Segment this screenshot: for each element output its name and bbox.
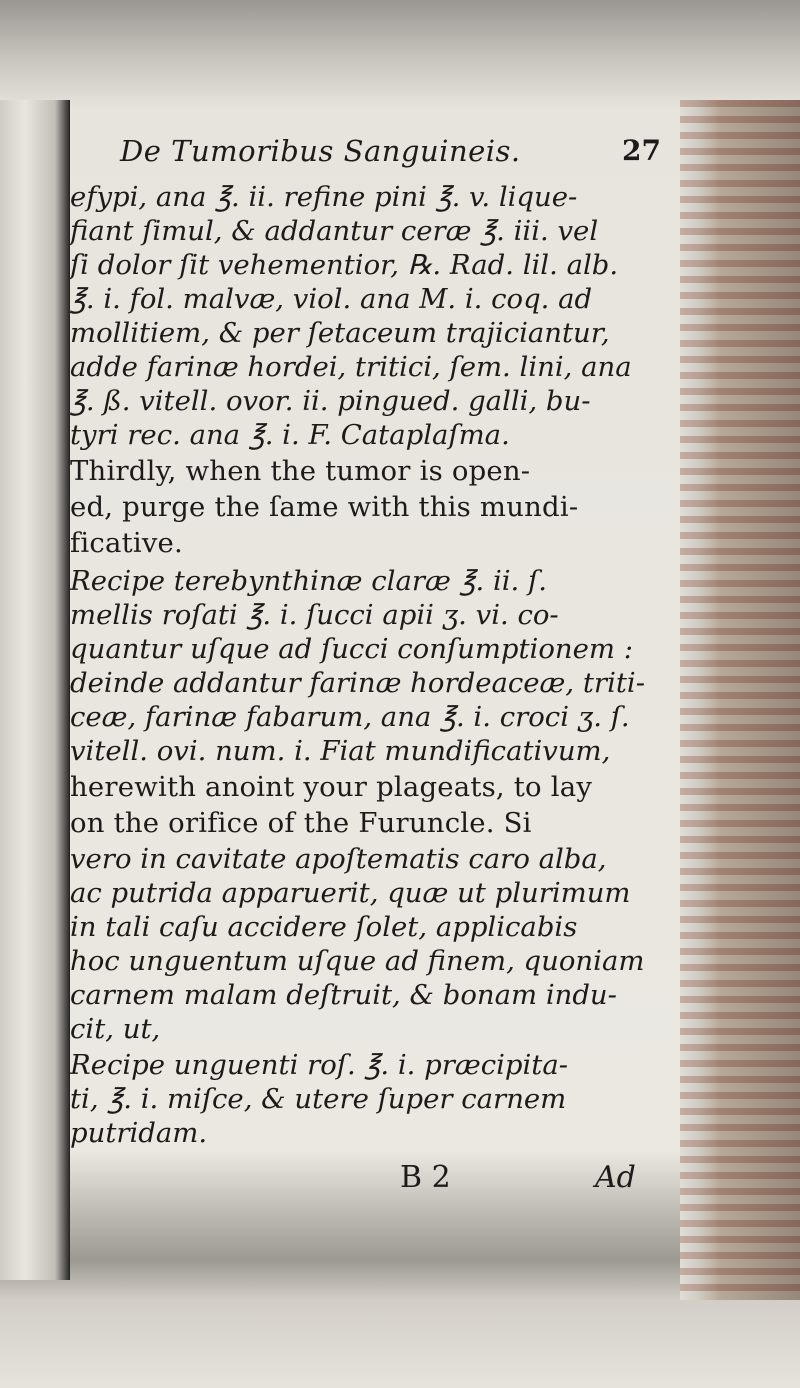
text-line: vitell. ovi. num. i. Fiat mundificativum, — [70, 735, 611, 767]
text-line: Recipe terebynthinæ claræ ℥. ii. ſ. — [70, 565, 547, 597]
text-line: ed, purge the ſame with this mundi- — [70, 491, 579, 523]
text-line: in tali caſu accidere ſolet, applicabis — [70, 911, 578, 943]
text-line: mollitiem, & per ſetaceum trajiciantur, — [70, 317, 610, 349]
text-line: ac putrida apparuerit, quæ ut plurimum — [70, 877, 631, 909]
text-line: ficative. — [70, 527, 183, 559]
running-head: De Tumoribus Sanguineis. — [120, 134, 521, 168]
text-line: putridam. — [70, 1117, 208, 1149]
text-line: ℥. i. fol. malvæ, viol. ana M. i. coq. ad — [70, 283, 593, 315]
facing-page-edge — [680, 100, 800, 1300]
text-line: adde farinæ hordei, tritici, ſem. lini, ana — [70, 351, 632, 383]
text-line: Thirdly, when the tumor is open- — [70, 455, 531, 487]
text-line: quantur uſque ad ſucci conſumptionem : — [70, 633, 633, 665]
text-line: mellis roſati ℥. i. ſucci apii ʒ. vi. co- — [70, 599, 559, 631]
text-line: ti, ℥. i. miſce, & utere ſuper carnem — [70, 1083, 567, 1115]
text-line: vero in cavitate apoſtematis caro alba, — [70, 843, 607, 875]
page-header — [70, 120, 682, 172]
signature-mark: B 2 — [400, 1160, 451, 1195]
text-line: carnem malam deſtruit, & bonam indu- — [70, 979, 617, 1011]
text-line: Recipe unguenti roſ. ℥. i. præcipita- — [70, 1049, 569, 1081]
text-line: ſi dolor ſit vehementior, ℞. Rad. lil. alb. — [70, 249, 619, 281]
book-page — [70, 120, 682, 1250]
text-line: efypi, ana ℥. ii. refine pini ℥. v. lique- — [70, 181, 578, 213]
catchword: Ad — [595, 1160, 636, 1195]
text-line: ℥. ß. vitell. ovor. ii. pingued. galli, bu- — [70, 385, 591, 417]
text-line: herewith anoint your plageats, to lay — [70, 771, 593, 803]
text-line: on the orifice of the Furuncle. Si — [70, 807, 532, 839]
page-footer — [70, 1160, 682, 1210]
page-number: 27 — [622, 134, 661, 167]
text-line: ceæ, farinæ fabarum, ana ℥. i. croci ʒ. ſ. — [70, 701, 630, 733]
text-line: hoc unguentum uſque ad finem, quoniam — [70, 945, 645, 977]
text-line: fiant ſimul, & addantur ceræ ℥. iii. vel — [70, 215, 599, 247]
text-line: cit, ut, — [70, 1013, 161, 1045]
text-line: tyri rec. ana ℥. i. F. Cataplaſma. — [70, 419, 510, 451]
text-line: deinde addantur farinæ hordeaceæ, triti- — [70, 667, 646, 699]
book-binding-edge — [0, 100, 70, 1280]
